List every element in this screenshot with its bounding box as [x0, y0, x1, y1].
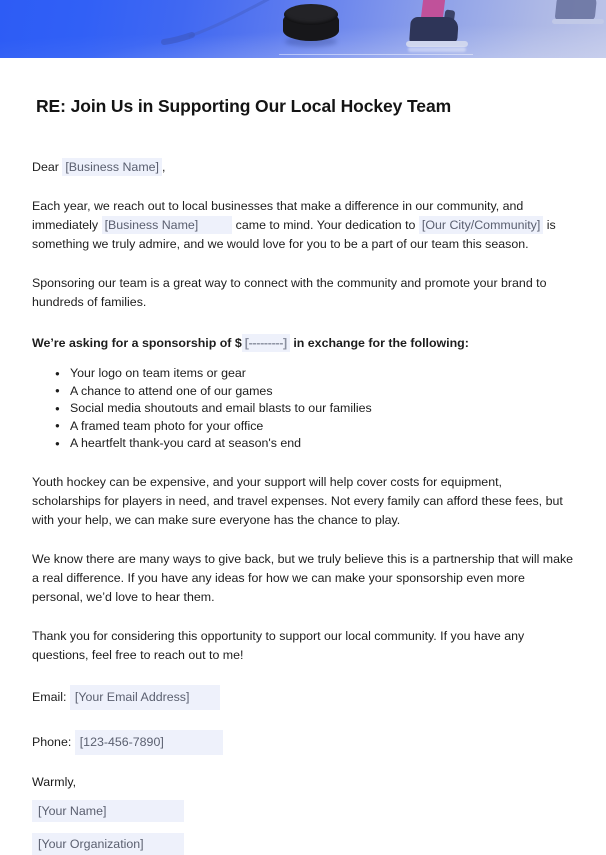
paragraph-intro-part2: came to mind. Your dedication to — [235, 218, 416, 232]
your-organization-field[interactable]: [Your Organization] — [32, 833, 184, 855]
email-row — [32, 685, 574, 710]
salutation-line — [32, 158, 574, 177]
salutation-comma: , — [161, 160, 166, 174]
paragraph-sponsoring: Sponsoring our team is a great way to connect with the community and promote your brand to hundreds of families. — [32, 276, 547, 309]
paragraph-thankyou: Thank you for considering this opportunity to support our local community. If you have any questions, feel free to reach out to me! — [32, 628, 525, 662]
phone-row — [32, 730, 574, 755]
list-item: ● Social media shoutouts and email blasts to our families — [70, 400, 574, 418]
paragraph-intro-part1: Each year, we reach out to local businesses that make a difference in our community, and immediately — [32, 199, 524, 232]
phone-label: Phone: — [32, 734, 72, 749]
benefits-list — [32, 365, 574, 453]
business-name-placeholder-2[interactable]: [Business Name] — [102, 216, 233, 234]
paragraph-partnership: We know there are many ways to give back, but we truly believe this is a partnership that will make a real difference. If you have any ideas for how we can make your sponsorship even more personal, we’d love to hear them. — [32, 551, 574, 604]
sponsorship-amount-placeholder[interactable]: [---------] — [242, 334, 290, 352]
list-item: ● A chance to attend one of our games — [70, 383, 574, 401]
skate-blade-reflection — [408, 47, 466, 52]
email-label: Email: — [32, 689, 67, 704]
sponsorship-ask-line — [32, 334, 574, 353]
hockey-stick-icon — [128, 0, 288, 52]
list-item: ● A heartfelt thank-you card at season's end — [70, 435, 574, 453]
ask-part2: in exchange for the following: — [293, 336, 469, 350]
ice-skate-icon — [396, 0, 492, 58]
email-field[interactable]: [Your Email Address] — [70, 685, 220, 710]
business-name-placeholder[interactable]: [Business Name] — [62, 158, 162, 176]
letter-document — [0, 96, 606, 855]
closing-line: Warmly, — [32, 774, 77, 789]
hockey-banner-image — [0, 0, 606, 58]
phone-field[interactable]: [123-456-7890] — [75, 730, 223, 755]
your-name-field[interactable]: [Your Name] — [32, 800, 184, 822]
ask-part1: We’re asking for a sponsorship of $ — [32, 336, 242, 350]
list-item: ● A framed team photo for your office — [70, 418, 574, 436]
skate-boot — [409, 17, 459, 43]
paragraph-intro — [32, 197, 574, 254]
city-community-placeholder[interactable]: [Our City/Community] — [419, 216, 543, 234]
list-item: ● Your logo on team items or gear — [70, 365, 574, 383]
page-title: RE: Join Us in Supporting Our Local Hockey Team — [36, 96, 452, 116]
hockey-puck-icon — [283, 2, 339, 50]
skate-blade-secondary — [552, 19, 604, 24]
skate-boot-secondary — [555, 0, 598, 20]
puck-top-face — [284, 4, 338, 25]
paragraph-costs: Youth hockey can be expensive, and your support will help cover costs for equipment, scholarships for players in need, and travel expenses. Not every family can afford these fees, but with your help, we can make sure everyone has the chance to play. — [32, 474, 563, 527]
paragraph-intro-part3: is something we truly admire, and we would love for you to be a part of our team this season. — [32, 218, 556, 251]
ice-skate-secondary-icon — [552, 0, 606, 42]
salutation-lead: Dear — [32, 160, 59, 174]
